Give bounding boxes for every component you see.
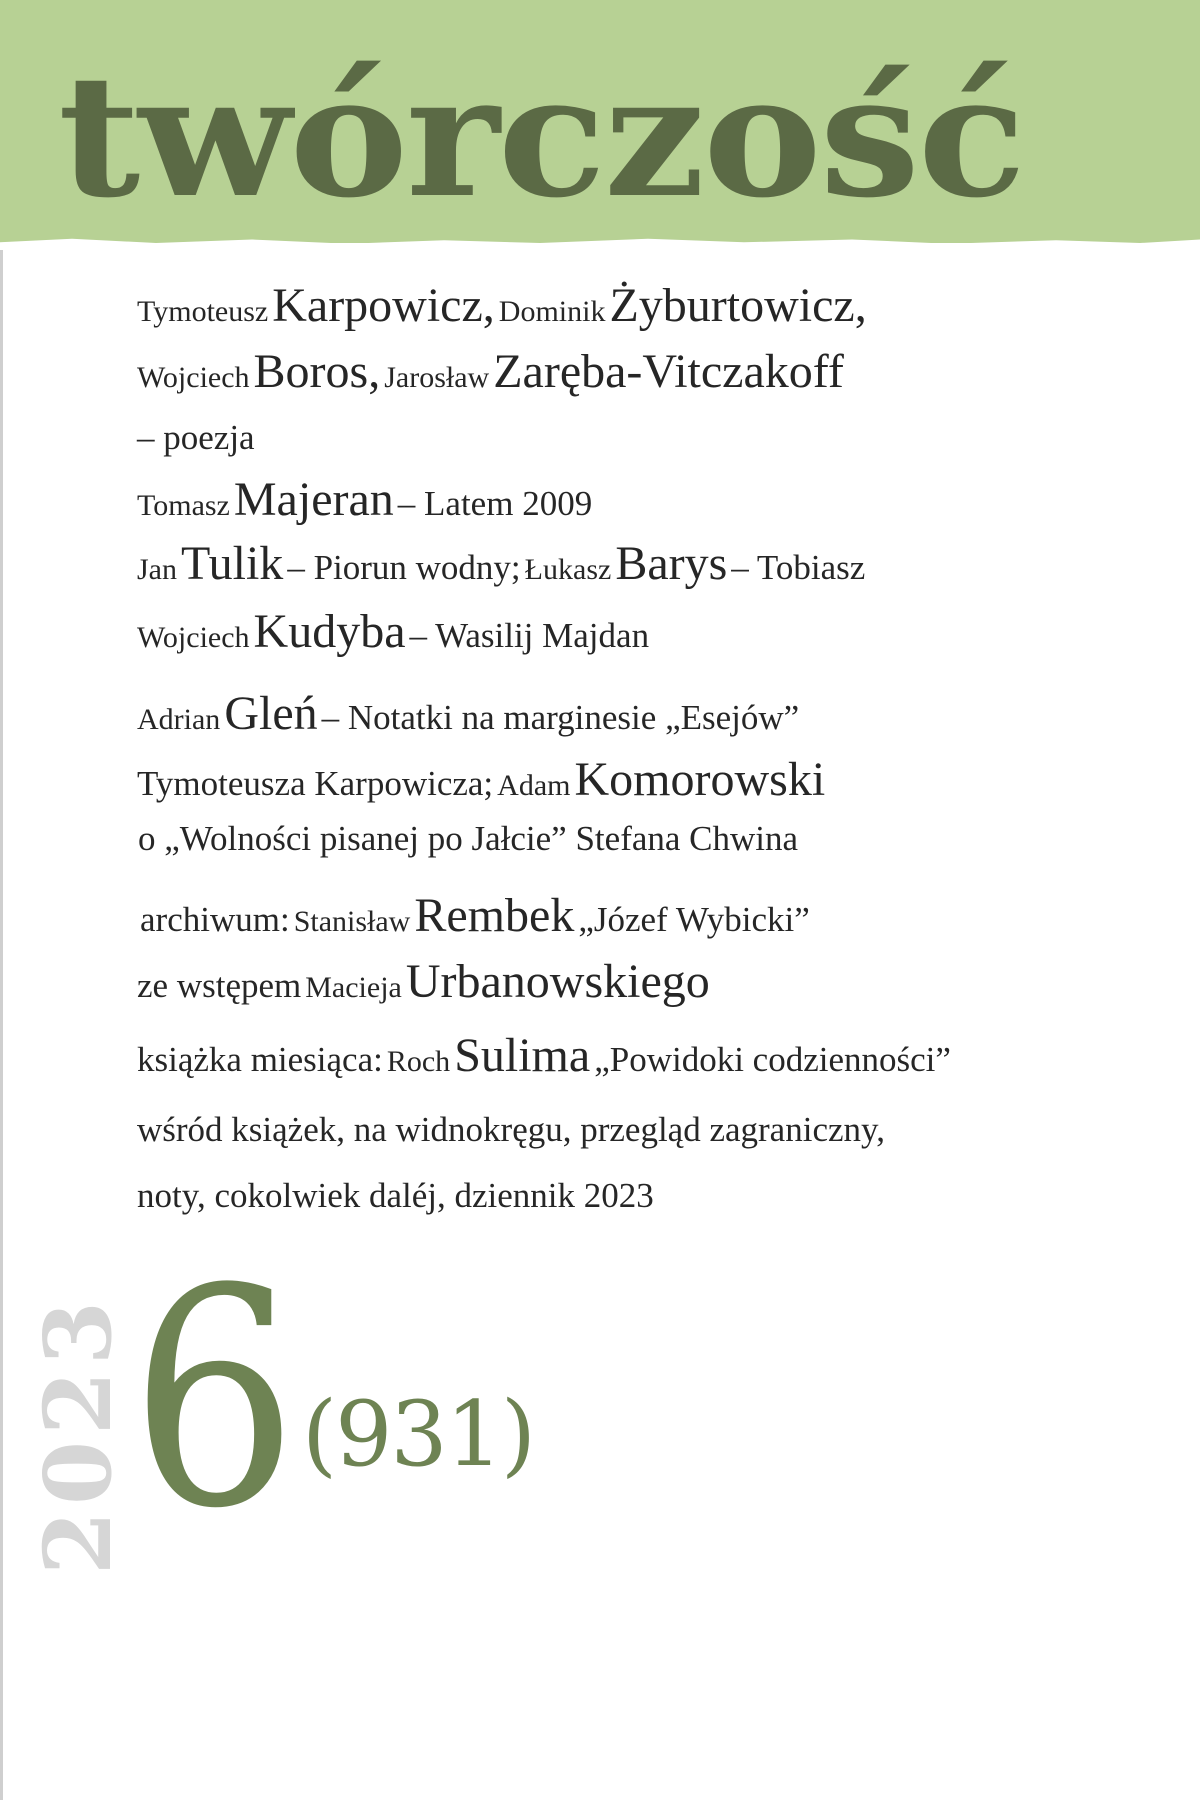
contents-line — [137, 605, 650, 658]
author-last-name: Majeran — [233, 473, 394, 526]
masthead — [0, 0, 1200, 243]
author-first-name: Wojciech — [137, 621, 250, 654]
author-first-name: Adrian — [137, 703, 221, 736]
author-first-name: Tomasz — [137, 489, 230, 522]
work-title: – Piorun wodny; — [287, 548, 521, 587]
section-label: książka miesiąca: — [137, 1040, 383, 1079]
author-last-name: Sulima — [454, 1029, 591, 1082]
work-title: ze wstępem — [137, 966, 302, 1005]
work-title: „Józef Wybicki” — [578, 900, 810, 939]
work-title: – Latem 2009 — [397, 484, 593, 523]
issue-total-number: (931) — [302, 1382, 535, 1487]
contents-line — [137, 955, 710, 1008]
work-title: – Notatki na marginesie „Esejów” — [321, 698, 800, 737]
contents-line — [138, 821, 798, 856]
work-title: – Tobiasz — [731, 548, 866, 587]
author-first-name: Macieja — [305, 971, 402, 1004]
sections-list: wśród książek, na widnokręgu, przegląd zagraniczny, — [137, 1110, 885, 1149]
cover-spine-edge — [0, 0, 3, 1800]
author-first-name: Łukasz — [524, 553, 612, 586]
contents-line — [137, 420, 255, 455]
sections-list: noty, cokolwiek daléj, dziennik 2023 — [137, 1176, 654, 1215]
contents-line — [137, 1178, 654, 1213]
contents-line — [137, 279, 867, 332]
author-last-name: Urbanowskiego — [405, 955, 710, 1008]
section-label: archiwum: — [140, 900, 290, 939]
work-title: „Powidoki codzienności” — [594, 1040, 951, 1079]
work-title: o „Wolności pisanej po Jałcie” Stefana Chwina — [138, 819, 799, 858]
author-first-name: Dominik — [498, 295, 606, 328]
author-last-name: Żyburtowicz, — [609, 279, 867, 332]
author-last-name: Rembek — [414, 889, 575, 942]
author-last-name: Tulik — [181, 537, 284, 590]
author-first-name: Jarosław — [384, 361, 490, 394]
contents-line — [140, 889, 810, 942]
contents-line — [137, 753, 826, 806]
author-last-name: Barys — [615, 537, 728, 590]
magazine-title: twórczość — [58, 37, 1025, 235]
author-first-name: Tymoteusz — [137, 295, 269, 328]
author-first-name: Stanisław — [293, 905, 411, 938]
author-last-name: Kudyba — [253, 605, 406, 658]
author-last-name: Gleń — [224, 687, 318, 740]
author-last-name: Boros, — [253, 345, 381, 398]
author-first-name: Wojciech — [137, 361, 250, 394]
contents-line — [137, 687, 800, 740]
author-last-name: Komorowski — [574, 753, 826, 806]
author-last-name: Karpowicz, — [272, 279, 495, 332]
section-label: – poezja — [137, 418, 255, 457]
author-first-name: Jan — [137, 553, 177, 586]
issue-number: 6 — [130, 1225, 298, 1574]
contents-line — [137, 473, 593, 526]
contents-line — [137, 1112, 885, 1147]
author-first-name: Adam — [497, 769, 571, 802]
work-title: – Wasilij Majdan — [409, 616, 650, 655]
author-last-name: Zaręba-Vitczakoff — [493, 345, 844, 398]
contents-line — [137, 537, 866, 590]
contents-line — [137, 1029, 951, 1082]
issue-year: 2023 — [24, 1294, 132, 1576]
work-title: Tymoteusza Karpowicza; — [137, 764, 494, 803]
contents-line — [137, 345, 844, 398]
author-first-name: Roch — [386, 1045, 451, 1078]
